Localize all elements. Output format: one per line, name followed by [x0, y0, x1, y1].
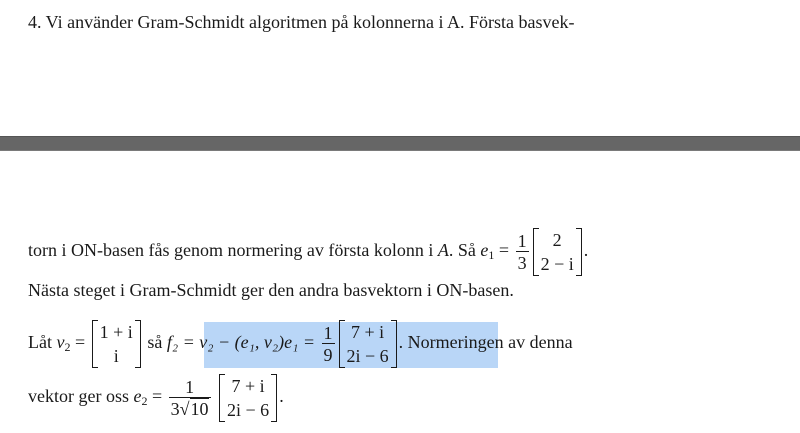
e1-fraction: $\frac{1}{3}$ — [517, 230, 527, 273]
f2-matrix: 7 + i 2i − 6 — [339, 320, 397, 368]
e2-matrix: 7 + i 2i − 6 — [219, 374, 277, 422]
f2-fraction: $\frac{1}{9}$ — [323, 322, 333, 365]
paragraph-line-1: 4. Vi använder Gram-Schmidt algoritmen på kolonnerna i A. Första basvek- — [28, 12, 575, 32]
paragraph-line-5: vektor ger oss $e_2$ = $\frac{1}{3√10}$ 7 + i 2i − 6 . — [28, 376, 284, 420]
v2-matrix: 1 + i i — [92, 320, 141, 368]
paragraph-line-4: Låt $v_2$ = 1 + i i så f₂ = v₂ − (e₁, v₂)e₁ = $\frac{1}{9}$ 7 + i 2i − 6 . Normeringen av denna — [28, 322, 573, 366]
paragraph-line-3: Nästa steget i Gram-Schmidt ger den andra basvektorn i ON-basen. — [28, 280, 514, 300]
e2-fraction: $\frac{1}{3√10}$ — [170, 376, 209, 419]
f2-expression: f₂ = v₂ − (e₁, v₂)e₁ = — [166, 332, 315, 353]
paragraph-line-2: torn i ON-basen fås genom normering av första kolonn i A. Så $e_1$ = $\frac{1}{3}$ 2 2 − i . — [28, 230, 589, 274]
line2-text: torn i ON-basen fås genom normering av första kolonn i A. Så $e_1$ = — [28, 240, 510, 263]
page-break-bar — [0, 136, 800, 151]
e1-matrix: 2 2 − i — [533, 228, 582, 276]
